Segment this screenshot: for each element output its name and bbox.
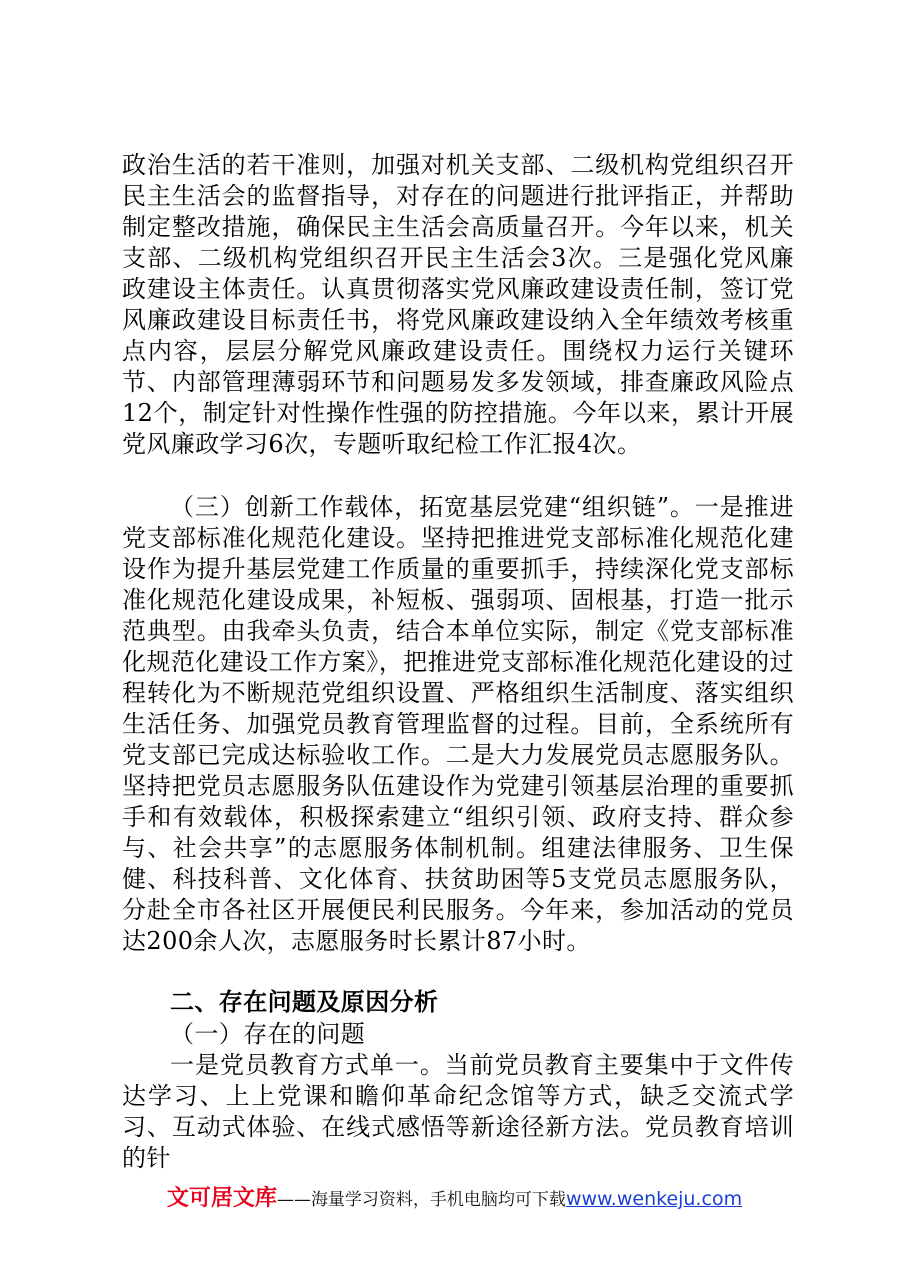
body-paragraph: 政治生活的若干准则，加强对机关支部、二级机构党组织召开民主生活会的监督指导，对存在的问题进行批评指正，并帮助制定整改措施，确保民主生活会高质量召开。今年以来，机关支部、二级机构党组织召开民主生活会3次。三是强化党风廉政建设主体责任。认真贯彻落实党风廉政建设责任制，签订党风廉政建设目标责任书，将党风廉政建设纳入全年绩效考核重点内容，层层分解党风廉政建设责任。围绕权力运行关键环节、内部管理薄弱环节和问题易发多发领域，排查廉政风险点12个，制定针对性操作性强的防控措施。今年以来，累计开展党风廉政学习6次，专题听取纪检工作汇报4次。	[122, 151, 794, 458]
footer-tagline: ——海量学习资料，手机电脑均可下载	[276, 1190, 566, 1210]
body-paragraph-problem: 一是党员教育方式单一。当前党员教育主要集中于文件传达学习、上上党课和瞻仰革命纪念馆等方式，缺乏交流式学习、互动式体验、在线式感悟等新途径新方法。党员教育培训的针	[122, 1051, 794, 1172]
subsection-heading: （一）存在的问题	[170, 1020, 366, 1048]
body-paragraph-section-three: （三）创新工作载体，拓宽基层党建“组织链”。一是推进党支部标准化规范化建设。坚持把推进党支部标准化规范化建设作为提升基层党建工作质量的重要抓手，持续深化党支部标准化规范化建设成果，补短板、强弱项、固根基，打造一批示范典型。由我牵头负责，结合本单位实际，制定《党支部标准化规范化建设工作方案》，把推进党支部标准化规范化建设的过程转化为不断规范党组织设置、严格组织生活制度、落实组织生活任务、加强党员教育管理监督的过程。目前，全系统所有党支部已完成达标验收工作。二是大力发展党员志愿服务队。坚持把党员志愿服务队伍建设作为党建引领基层治理的重要抓手和有效载体，积极探索建立“组织引领、政府支持、群众参与、社会共享”的志愿服务体制机制。组建法律服务、卫生保健、科技科普、文化体育、扶贫助困等5支党员志愿服务队，分赴全市各社区开展便民利民服务。今年来，参加活动的党员达200余人次，志愿服务时长累计87小时。	[122, 493, 794, 955]
page-footer	[0, 1181, 909, 1212]
footer-brand: 文可居文库	[166, 1186, 277, 1211]
section-heading: 二、存在问题及原因分析	[170, 988, 439, 1016]
footer-link[interactable]: www.wenkeju.com	[565, 1188, 743, 1210]
